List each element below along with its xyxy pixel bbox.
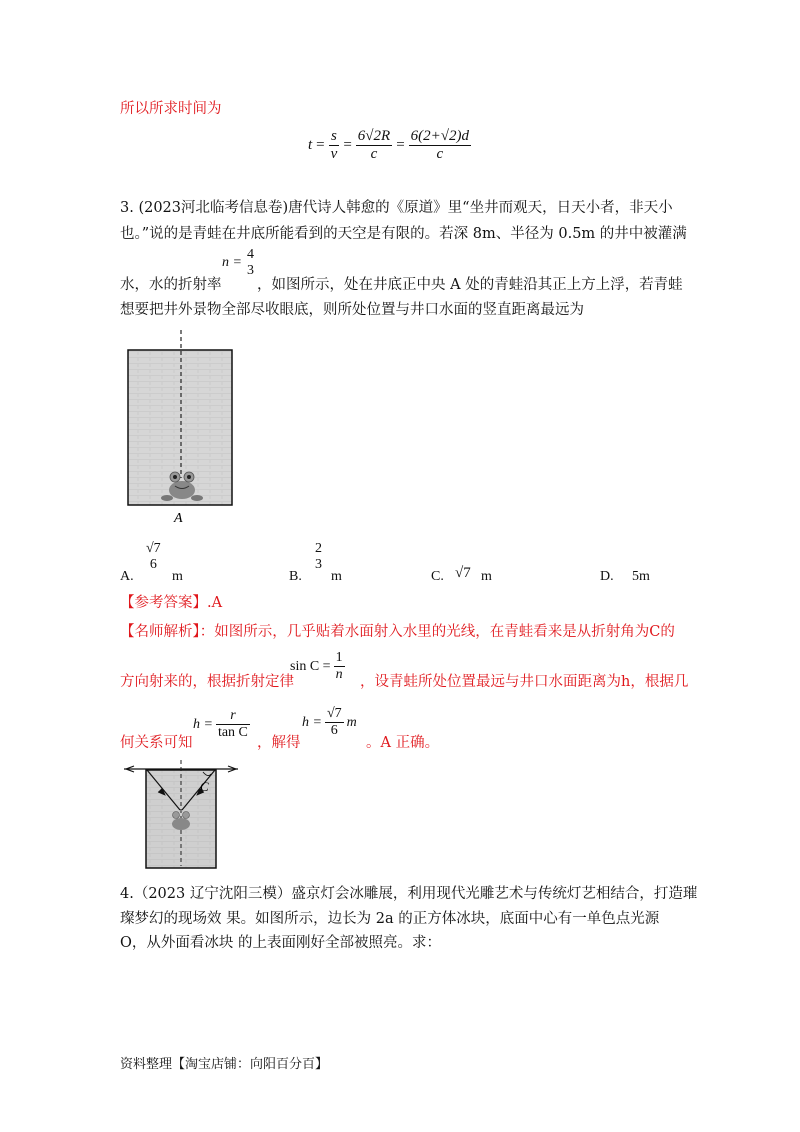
option-c-value: √7 [455, 565, 471, 581]
option-a-num: √7 [146, 541, 161, 556]
frac-s: s [331, 128, 337, 144]
sinc-frac [334, 650, 345, 683]
option-a-unit: m [172, 569, 183, 584]
option-b-label: B. [289, 569, 302, 584]
option-a-frac [146, 541, 161, 573]
option-b-unit: m [331, 569, 342, 584]
point-a-label: A [174, 511, 183, 526]
option-c-unit: m [481, 569, 492, 584]
q4-line1: 4.（2023 辽宁沈阳三模）盛京灯会冰雕展，利用现代光雕艺术与传统灯艺相结合，打造璀 [120, 886, 698, 902]
h-frac-1 [216, 708, 250, 741]
formula-t: t [308, 137, 313, 153]
frac-6r2 [356, 128, 392, 163]
analysis-line3c: 。A 正确。 [366, 735, 440, 751]
sinc-symbol: sin C = [290, 658, 331, 674]
refractive-index-formula [222, 247, 256, 279]
solution-heading: 所以所求时间为 [120, 101, 222, 117]
frac-6r2-num: 6√2R [357, 128, 391, 144]
q3-line4: 想要把井外景物全部尽收眼底，则所处位置与井口水面的竖直距离最远为 [120, 302, 584, 318]
time-formula [308, 128, 471, 163]
option-b-frac [315, 541, 322, 573]
q3-line1: 3. (2023河北临考信息卷)唐代诗人韩愈的《原道》里“坐井而观天，日天小者，非天小 [120, 200, 673, 216]
h-geometry-formula [193, 708, 250, 741]
option-d-value: 5m [632, 569, 650, 584]
h-symbol-1: h = [193, 716, 213, 732]
sinc-num: 1 [335, 650, 343, 665]
snell-law-formula [290, 650, 345, 683]
n-frac [245, 247, 256, 279]
analysis-line2b: ，设青蛙所处位置最远与井口水面距离为h，根据几 [360, 674, 689, 690]
analysis-line2a: 方向射来的，根据折射定律 [120, 674, 294, 690]
n-den: 3 [246, 263, 254, 278]
q3-line3a: 水，水的折射率 [120, 277, 222, 293]
option-b-num: 2 [315, 541, 322, 556]
n-num: 4 [246, 247, 254, 262]
formula-eq2: = [343, 137, 352, 153]
formula-eq3: = [396, 137, 405, 153]
analysis-line3a: 何关系可知 [120, 735, 193, 751]
h-frac-2-num: √7 [326, 706, 342, 721]
q4-line3: O，从外面看冰块 的上表面刚好全部被照亮。求： [120, 935, 441, 951]
option-a-den: 6 [149, 557, 157, 572]
h-frac-2-den: 6 [325, 722, 344, 739]
h-frac-1-num: r [230, 708, 236, 723]
analysis-line1: 【名师解析】：如图所示，几乎贴着水面射入水里的光线，在青蛙看来是从折射角为C的 [120, 624, 675, 640]
h-unit: m [346, 714, 357, 730]
q3-line3b: ，如图所示，处在井底正中央 A 处的青蛙沿其正上方上浮，若青蛙 [257, 277, 683, 293]
option-b-den: 3 [315, 557, 322, 572]
option-c-label: C. [431, 569, 444, 584]
h-frac-1-den: tan C [217, 725, 248, 740]
analysis-line3b: ，解得 [257, 735, 301, 751]
sinc-den: n [335, 667, 343, 682]
reference-answer: 【参考答案】.A [120, 595, 223, 611]
well-figure [120, 328, 240, 528]
h-result-formula [302, 706, 357, 739]
q4-line2: 璨梦幻的现场效 果。如图所示，边长为 2a 的正方体冰块，底面中心有一单色点光源 [120, 911, 660, 927]
frac-v: v [330, 146, 338, 162]
refraction-figure [120, 758, 240, 870]
option-a-label: A. [120, 569, 134, 584]
frac-6d-den: c [409, 145, 471, 163]
formula-eq: = [316, 137, 325, 153]
frac-6d [409, 128, 471, 163]
q3-line2: 也。”说的是青蛙在井底所能看到的天空是有限的。若深 8m、半径为 0.5m 的井中被灌满 [120, 226, 687, 242]
angle-c-label: C [200, 779, 209, 794]
frac-6d-num: 6(2+√2)d [410, 128, 470, 144]
n-symbol: n = [222, 255, 242, 270]
frac-s-v [329, 128, 340, 163]
h-frac-2 [325, 706, 344, 739]
h-symbol-2: h = [302, 714, 322, 730]
option-d-label: D. [600, 569, 614, 584]
frac-6r2-den: c [356, 145, 392, 163]
footer-source: 资料整理【淘宝店铺：向阳百分百】 [120, 1057, 329, 1072]
